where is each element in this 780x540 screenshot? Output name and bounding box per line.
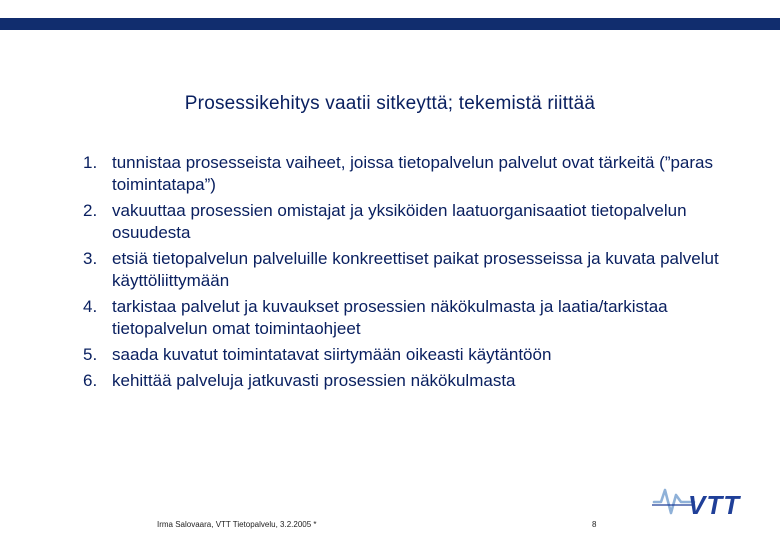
step-text: kehittää palveluja jatkuvasti prosessien näkökulmasta [112,371,516,390]
logo-text: VTT [688,490,741,520]
list-item [83,152,723,196]
list-item [83,344,723,366]
vtt-logo-icon [650,482,774,522]
list-item [83,296,723,340]
step-text: etsiä tietopalvelun palveluille konkreettiset paikat prosesseissa ja kuvata palvelut käyttöliittymään [112,249,719,290]
step-text: tunnistaa prosesseista vaiheet, joissa tietopalvelun palvelut ovat tärkeitä (”paras toimintatapa”) [112,153,714,194]
top-banner [0,18,780,30]
step-number: 2. [83,201,98,220]
step-number: 4. [83,297,98,316]
steps-list [83,152,723,396]
step-text: tarkistaa palvelut ja kuvaukset prosessien näkökulmasta ja laatia/tarkistaa tietopalvelun omat toimintaohjeet [112,297,668,338]
step-number: 3. [83,249,98,268]
step-number: 5. [83,345,98,364]
list-item [83,248,723,292]
step-text: vakuuttaa prosessien omistajat ja yksiköiden laatuorganisaatiot tietopalvelun osuudesta [112,201,687,242]
step-number: 6. [83,371,98,390]
list-item [83,370,723,392]
step-number: 1. [83,153,98,172]
list-item [83,200,723,244]
step-text: saada kuvatut toimintatavat siirtymään oikeasti käytäntöön [112,345,552,364]
footer-author: Irma Salovaara, VTT Tietopalvelu, 3.2.2005 * [157,520,317,529]
slide-title: Prosessikehitys vaatii sitkeyttä; tekemistä riittää [184,93,596,114]
page-number: 8 [592,520,597,529]
